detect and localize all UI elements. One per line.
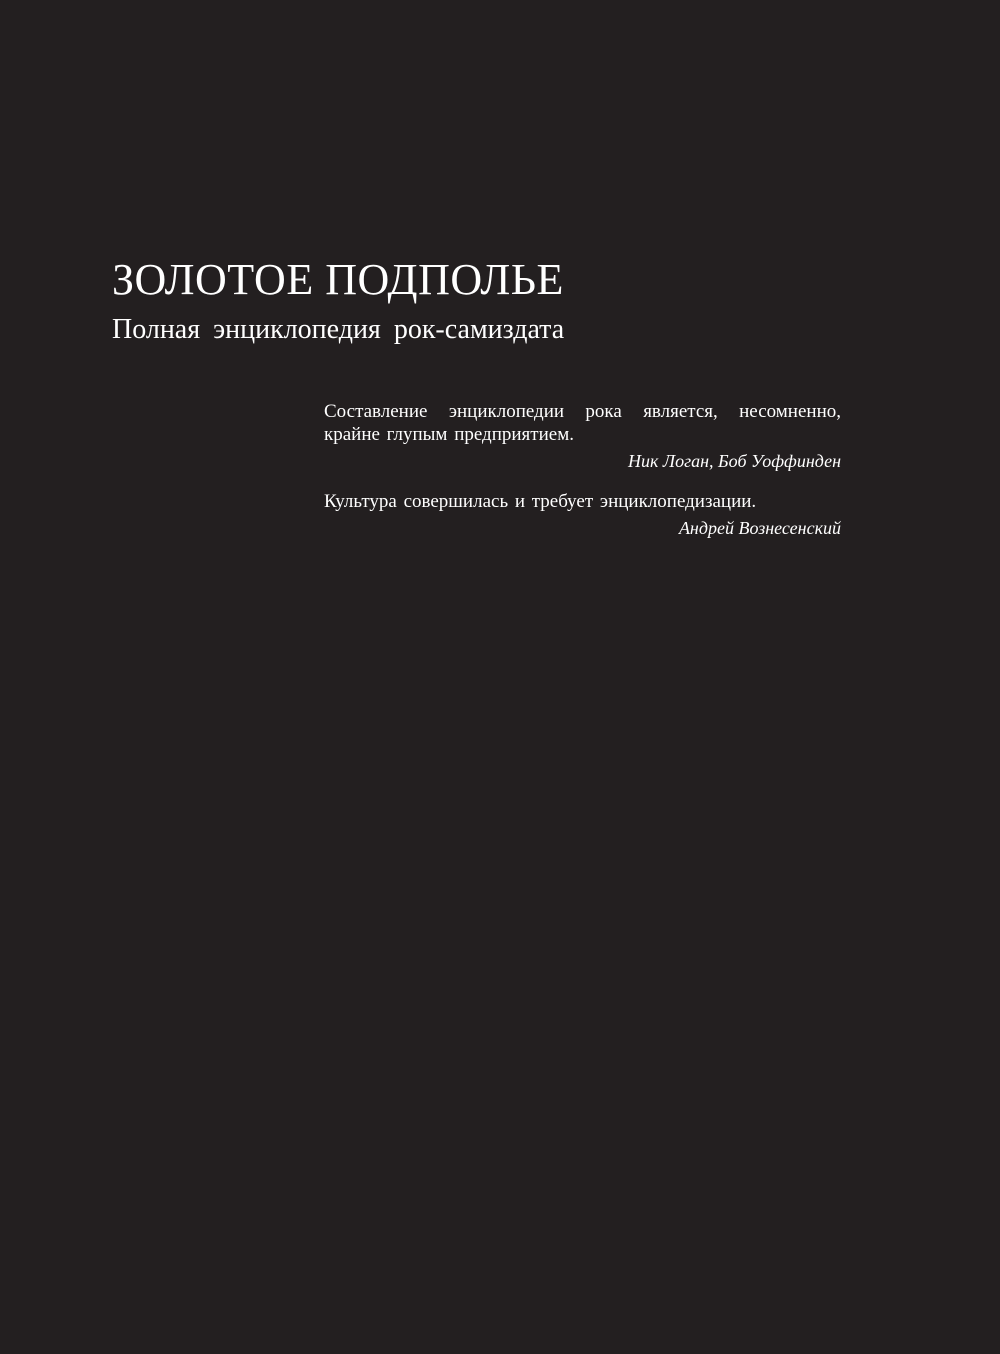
- epigraph-quote: Составление энциклопедии рока является, несомненно, крайне глупым предприятием.: [324, 401, 841, 445]
- book-title: ЗОЛОТОЕ ПОДПОЛЬЕ: [112, 255, 564, 304]
- epigraph: [324, 490, 841, 541]
- epigraph-author: Ник Логан, Боб Уоффинден: [628, 451, 841, 471]
- epigraph-quote: Культура совершилась и требует энциклопедизации.: [324, 491, 757, 512]
- epigraph: [324, 400, 841, 474]
- epigraphs: [324, 400, 841, 541]
- epigraph-author: Андрей Вознесенский: [678, 518, 841, 538]
- book-subtitle: Полная энциклопедия рок-самиздата: [112, 314, 565, 345]
